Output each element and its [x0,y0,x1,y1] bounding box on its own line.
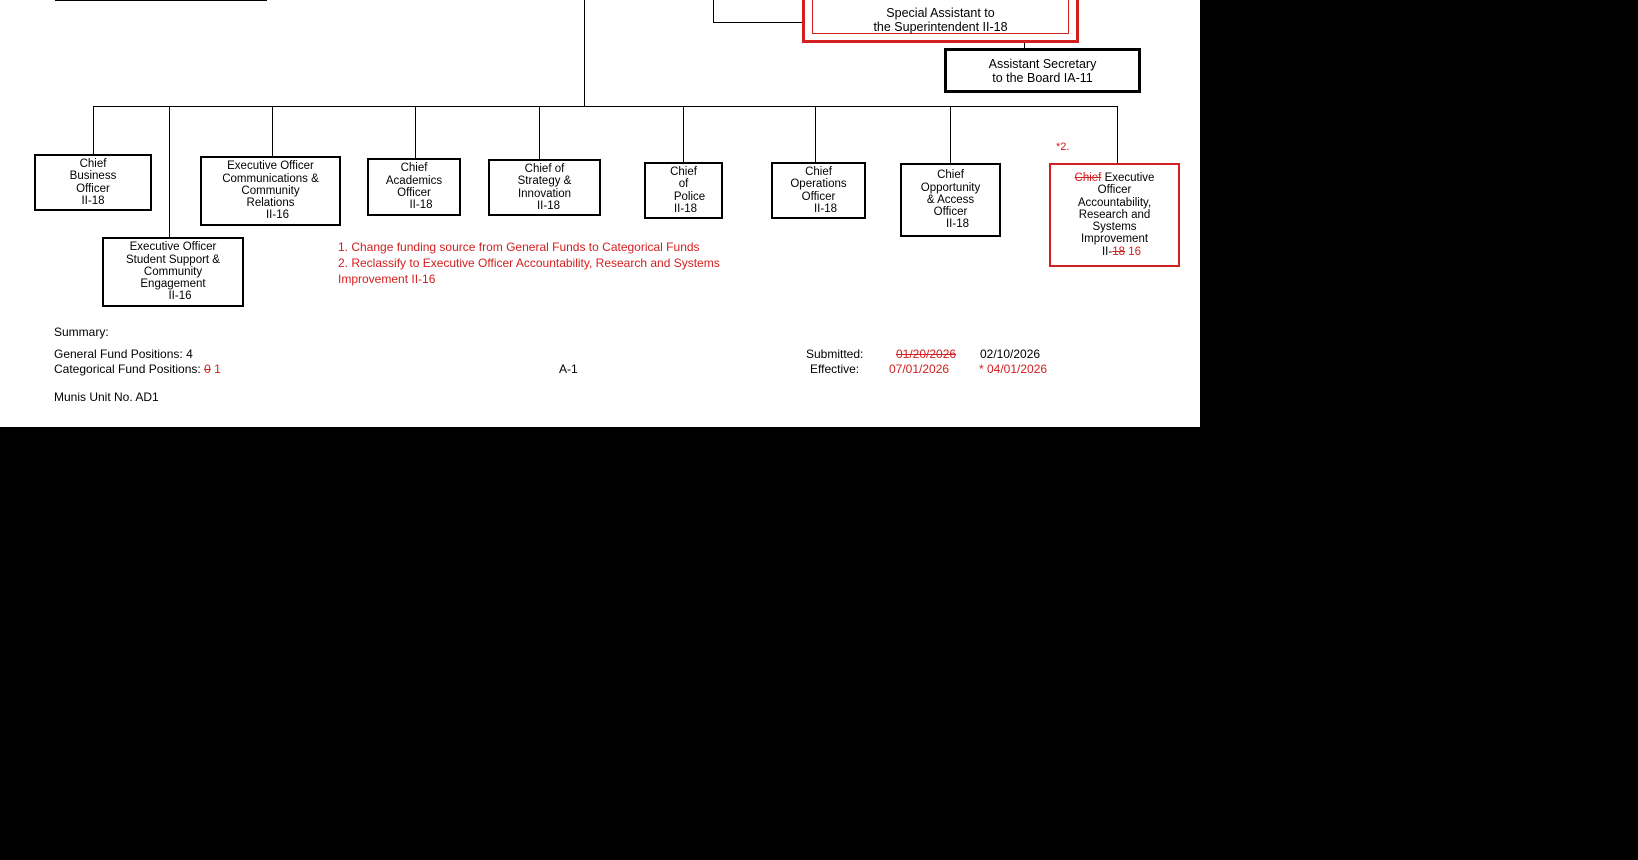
box-line: II-18 [673,202,697,215]
chief-business-officer-box [34,154,152,211]
connector-main-vertical [584,0,585,106]
box-line: Systems [1092,221,1137,234]
categorical-label: Categorical Fund Positions: [54,362,205,376]
submitted-new-date: 02/10/2026 [980,347,1041,361]
box-line: Chief [937,169,964,182]
special-assistant-box [802,0,1079,43]
reclass-marker: *2. [1056,141,1070,153]
box-line: Accountability, [1077,196,1152,209]
connector-drop [93,106,94,154]
categorical-new: 1 [210,362,221,376]
special-assistant-line2: the Superintendent II-18 [873,19,1008,34]
submitted-label: Submitted: [806,347,864,361]
box-line: Chief [400,162,428,175]
connector-drop [950,106,951,164]
box-line: II-18 [409,199,433,212]
exec-officer-accountability-box [1049,163,1180,267]
exec-officer-student-support-box [102,237,244,307]
page-number: A-1 [559,362,578,376]
box-line: Chief of [524,162,565,175]
box-line: Operations [790,178,847,191]
box-line: Relations [246,197,295,210]
box-line: Community [143,265,203,278]
box-line: Student Support & [126,253,220,266]
box-line: Officer [76,182,110,195]
executive-text: Executive [1101,171,1155,184]
box-line: II-18 [945,218,969,231]
chief-academics-officer-box [367,158,461,216]
assistant-secretary-box [944,48,1141,93]
chief-operations-officer-box [771,162,866,219]
grade-new: 16 [1125,245,1142,258]
box-line: Officer [1097,184,1132,197]
connector-drop [1117,106,1118,163]
connector-drop [683,106,684,163]
summary-heading: Summary: [54,325,109,339]
box-line: Executive Officer [129,241,217,254]
box-line: Chief [670,165,697,178]
grade-old: 18 [1112,245,1126,258]
connector-drop [415,106,416,158]
box-line: Chief [79,157,107,170]
header-underline [55,0,267,1]
box-line: II-18 [81,194,105,207]
box-line: II-18 [536,199,560,212]
grade-prefix: II- [1101,245,1113,258]
box-line: Innovation [517,187,572,200]
box-line: II-16 [168,290,192,303]
box-line: Chief [805,165,832,178]
box-line: of [678,178,689,191]
general-fund-positions: General Fund Positions: 4 [54,347,193,361]
connector-drop [539,106,540,160]
munis-unit: Munis Unit No. AD1 [54,390,159,404]
submitted-old-date: 01/20/2026 [896,347,957,361]
note-2-continued: Improvement II-16 [338,272,436,286]
box-line: Opportunity [920,181,981,194]
box-line: Communications & [222,172,319,185]
chief-strategy-innovation-box [488,159,601,216]
box-line: & Access [926,193,975,206]
note-1: 1. Change funding source from General Funds to Categorical Funds [338,240,700,254]
categorical-fund-positions [54,362,221,376]
box-line: Research and [1078,208,1151,221]
org-chart-page [0,0,1200,427]
box-line [1088,246,1141,258]
box-line: Improvement [1080,233,1149,246]
chief-of-police-box [644,162,723,219]
connector-special-assistant-h [713,22,803,23]
assistant-secretary-line2: to the Board IA-11 [992,70,1093,85]
box-line: Executive Officer [227,160,314,173]
effective-old-date: 07/01/2026 [889,362,950,376]
box-line: Academics [385,174,443,187]
categorical-old: 0 [204,362,211,376]
effective-new-date: * 04/01/2026 [979,362,1048,376]
box-line: Engagement [140,278,206,291]
assistant-secretary-line1: Assistant Secretary [988,56,1097,71]
connector-horizontal-bus [93,106,1118,107]
box-line: Business [69,170,117,183]
effective-label: Effective: [810,362,860,376]
exec-officer-communications-box [200,156,341,226]
connector-drop [169,106,170,238]
chief-opportunity-access-box [900,163,1001,237]
box-line: II-18 [813,202,837,215]
box-line: Police [673,190,706,203]
special-assistant-line1: Special Assistant to [886,5,995,20]
connector-drop [815,106,816,163]
box-line: Strategy & [517,175,572,188]
note-2: 2. Reclassify to Executive Officer Accountability, Research and Systems [338,256,720,270]
struck-chief-text: Chief [1074,171,1102,184]
box-line: Officer [933,206,968,219]
connector-special-assistant-v [713,0,714,23]
box-line [1075,172,1155,184]
box-line: Officer [397,187,431,199]
connector-drop [272,106,273,156]
box-line: II-16 [265,209,289,222]
box-line: Community [241,184,300,197]
box-line: Officer [801,190,836,203]
